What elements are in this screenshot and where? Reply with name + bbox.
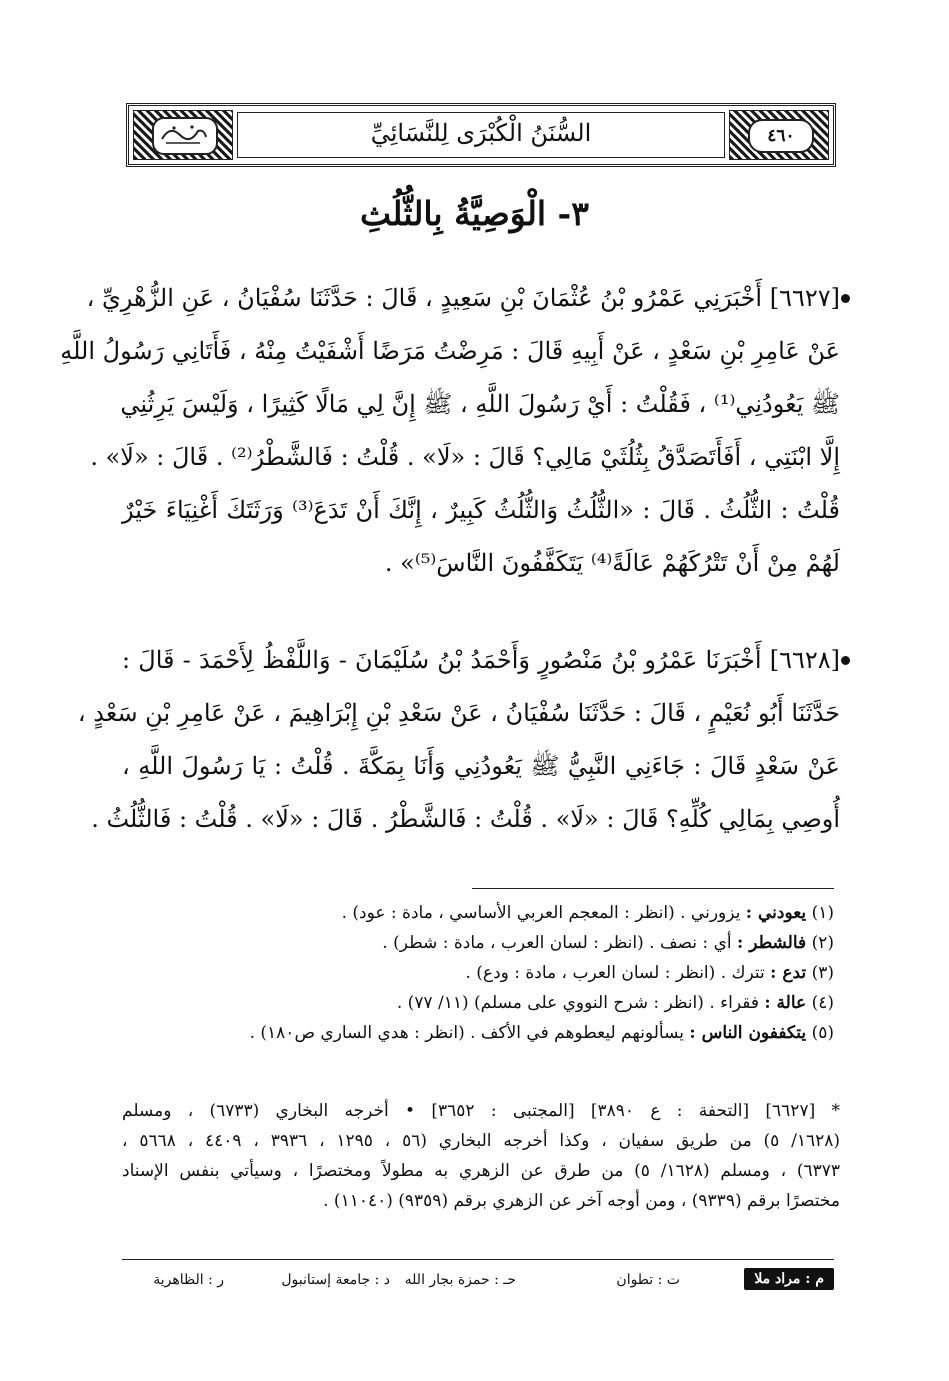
hadith-6628 xyxy=(77,634,840,846)
hadith-line: لَهُمْ مِنْ أَنْ تَتْرُكَهُمْ عَالَةً⁽⁴⁾ يَتَكَفَّفُونَ النَّاسَ⁽⁵⁾» . xyxy=(384,549,840,577)
hadith-6627 xyxy=(60,272,840,590)
hadith-line: قُلْتُ : الثُّلُثُ . قَالَ : «الثُّلُثُ وَالثُّلُثُ كَبِيرٌ ، إِنَّكَ أَنْ تَدَعَ⁽³⁾ وَرَثَتَكَ أَغْنِيَاءَ خَيْرٌ xyxy=(122,496,840,524)
running-title: السُّنَنُ الْكُبْرَى لِلنَّسَائِيِّ xyxy=(370,119,592,147)
manuscript-sigla xyxy=(122,1266,834,1296)
bottom-divider xyxy=(122,1259,834,1260)
hadith-line: أُوصِي بِمَالِي كُلِّهِ؟ قَالَ : «لَا» . قُلْتُ : فَالشَّطْرُ . قَالَ : «لَا» . قُلْتُ : فَالثُّلُثُ . xyxy=(91,805,840,833)
hadith-line: عَنْ سَعْدٍ قَالَ : جَاءَنِي النَّبِيُّ ﷺ يَعُودُنِي وَأَنَا بِمَكَّةَ . قُلْتُ : يَا رَسُولَ اللَّهِ ، xyxy=(122,752,840,780)
hadith-line: إِلَّا ابْنَتِي ، أَفَأَتَصَدَّقُ بِثُلُثَيْ مَالِي؟ قَالَ : «لَا» . قُلْتُ : فَالشَّطْرُ⁽²⁾ . قَالَ : «لَا» . xyxy=(90,443,840,471)
page-header xyxy=(126,103,836,167)
takhrij-line: * [٦٦٢٧] [التحفة : ع ٣٨٩٠] [المجتبى : ٣٦٥٢] • أخرجه البخاري (٦٧٣٣) ، ومسلم xyxy=(122,1101,840,1121)
hadith-line: حَدَّثَنَا أَبُو نُعَيْمٍ ، قَالَ : حَدَّثَنَا سُفْيَانُ ، عَنْ سَعْدِ بْنِ إِبْرَاهِيمَ ، عَنْ عَامِرِ بْنِ سَعْدٍ ، xyxy=(77,699,840,727)
hadith-bullet-icon xyxy=(841,294,850,303)
hadith-line: ﷺ يَعُودُنِي⁽¹⁾ ، فَقُلْتُ : أَيْ رَسُولَ اللَّهِ ، ﷺ إِنَّ لِي مَالًا كَثِيرًا ، وَلَيْسَ يَرِثُنِي xyxy=(120,390,840,418)
calligraphy-seal-icon xyxy=(152,117,218,155)
footnote: (٥) يتكففون الناس : يسألونهم ليعطوهم في الأكف . (انظر : هدي الساري ص١٨٠) . xyxy=(249,1023,834,1043)
footnote: (٤) عالة : فقراء . (انظر : شرح النووي على مسلم) (١١/ ٧٧) . xyxy=(396,993,834,1013)
footnotes xyxy=(122,898,834,1048)
page-number-ornament xyxy=(729,110,829,160)
takhrij-line: ٦٣٧٣) ، ومسلم (١٦٢٨/ ٥) من طرق عن الزهري به مطولاً ومختصرًا ، وسيأتي بنفس الإسناد xyxy=(122,1161,840,1181)
siglum-t: ت : تطوان xyxy=(616,1272,680,1288)
takhrij-note xyxy=(122,1096,840,1216)
hadith-line: عَنْ عَامِرِ بْنِ سَعْدٍ ، عَنْ أَبِيهِ قَالَ : مَرِضْتُ مَرَضًا أَشْفَيْتُ مِنْهُ ، فَأَتَانِي رَسُولُ اللَّهِ xyxy=(60,337,840,365)
hadith-line: [٦٦٢٨] أَخْبَرَنَا عَمْرُو بْنُ مَنْصُورٍ وَأَحْمَدُ بْنُ سُلَيْمَانَ - وَاللَّفْظُ لِأَحْمَدَ - قَالَ : xyxy=(122,646,840,674)
hadith-line: [٦٦٢٧] أَخْبَرَنِي عَمْرُو بْنُ عُثْمَانَ بْنِ سَعِيدٍ ، قَالَ : حَدَّثَنَا سُفْيَانُ ، عَنِ الزُّهْرِيِّ ، xyxy=(86,284,840,312)
siglum-d: د : جامعة إستانبول xyxy=(281,1272,390,1288)
siglum-m: م : مراد ملا xyxy=(744,1268,834,1290)
page-number: ٤٦٠ xyxy=(748,119,814,153)
takhrij-line: مختصرًا برقم (٩٣٣٩) ، ومن أوجه آخر عن الزهري برقم (٩٣٥٩) (١١٠٤٠) . xyxy=(323,1191,840,1211)
takhrij-line: (١٦٢٨/ ٥) من طريق سفيان ، وكذا أخرجه البخاري (٥٦ ، ١٢٩٥ ، ٣٩٣٦ ، ٤٤٠٩ ، ٥٦٦٨ ، xyxy=(122,1131,841,1151)
footnote-divider xyxy=(472,888,834,889)
footnote: (٢) فالشطر : أي : نصف . (انظر : لسان العرب ، مادة : شطر) . xyxy=(382,933,834,953)
siglum-r: ر : الظاهرية xyxy=(153,1272,224,1288)
footnote: (٣) تدع : تترك . (انظر : لسان العرب ، مادة : ودع) . xyxy=(465,963,834,983)
hadith-bullet-icon xyxy=(841,656,850,665)
calligraphy-ornament xyxy=(133,110,233,160)
running-title-frame xyxy=(237,112,725,158)
footnote: (١) يعودني : يزورني . (انظر : المعجم العربي الأساسي ، مادة : عود) . xyxy=(341,903,834,923)
chapter-heading: ٣- الْوَصِيَّةُ بِالثُّلُثِ xyxy=(360,194,589,233)
siglum-h: حـ : حمزة بجار الله xyxy=(404,1272,516,1288)
